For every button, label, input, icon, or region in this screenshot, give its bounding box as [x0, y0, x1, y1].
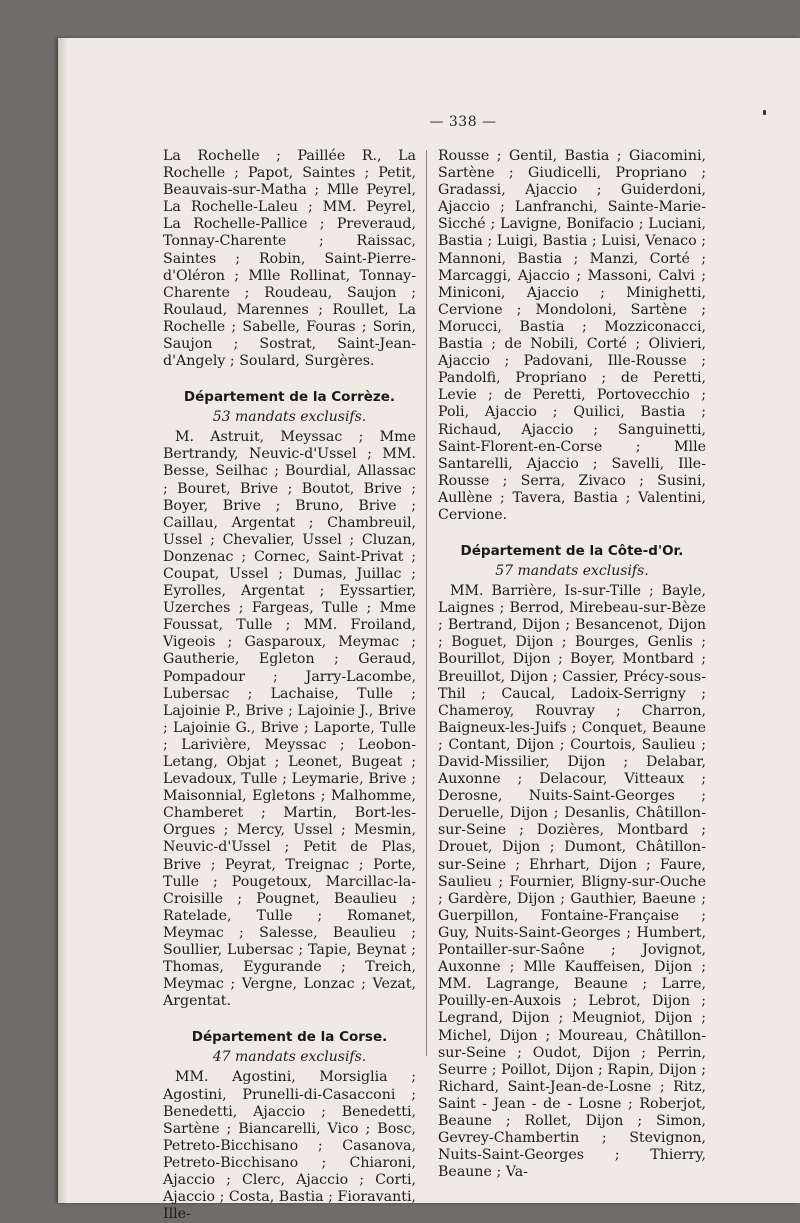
right-column: [438, 148, 706, 1181]
ink-mark: [763, 110, 766, 115]
page-number: — 338 —: [429, 114, 497, 130]
column-divider: [426, 150, 427, 1056]
corse-list: MM. Agostini, Morsiglia ; Agostini, Prunelli-di-Casacconi ; Benedetti, Ajaccio ; Benedetti, Sartène ; Biancarelli, Vico ; Bosc, Petreto-Bicchisano ; Casanova, Petreto-Bicchisano ; Chiaroni, Ajaccio ; Clerc, Ajaccio ; Corti, Ajaccio ; Costa, Bastia ; Fioravanti, Ille-: [163, 1069, 416, 1223]
section-heading-corse: Département de la Corse.: [191, 1029, 388, 1046]
cote-dor-list: MM. Barrière, Is-sur-Tille ; Bayle, Laignes ; Berrod, Mirebeau-sur-Bèze ; Bertrand, Dijon ; Besancenot, Dijon ; Boguet, Dijon ; Bourges, Genlis ; Bourillot, Dijon ; Boyer, Montbard ; Breuillot, Dijon ; Cassier, Précy-sous-Thil ; Caucal, Ladoix-Serrigny ; Chameroy, Rouvray ; Charron, Baigneux-les-Juifs ; Conquet, Beaune ; Contant, Dijon ; Courtois, Saulieu ; David-Missilier, Dijon ; Delabar, Auxonne ; Delacour, Vitteaux ; Derosne, Nuits-Saint-Georges ; Deruelle, Dijon ; Desanlis, Châtillon-sur-Seine ; Dozières, Montbard ; Drouet, Dijon ; Dumont, Châtillon-sur-Seine ; Ehrhart, Dijon ; Faure, Saulieu ; Fournier, Bligny-sur-Ouche ; Gardère, Dijon ; Gauthier, Baeune ; Guerpillon, Fontaine-Française ; Guy, Nuits-Saint-Georges ; Humbert, Pontailler-sur-Saône ; Jovignot, Auxonne ; Mlle Kauffeisen, Dijon ; MM. Lagrange, Beaune ; Larre, Pouilly-en-Auxois ; Lebrot, Dijon ; Legrand, Dijon ; Meugniot, Dijon ; Michel, Dijon ; Moureau, Châtillon-sur-Seine ; Oudot, Dijon ; Perrin, Seurre ; Poillot, Dijon ; Rapin, Dijon ; Richard, Saint-Jean-de-Losne ; Ritz, Saint - Jean - de - Losne ; Roberjot, Beaune ; Rollet, Dijon ; Simon, Gevrey-Chambertin ; Stevignon, Nuits-Saint-Georges ; Thierry, Beaune ; Va-: [438, 583, 706, 1181]
charente-maritime-list-continued: La Rochelle ; Paillée R., La Rochelle ; Papot, Saintes ; Petit, Beauvais-sur-Matha ; Mlle Peyrel, La Rochelle-Laleu ; MM. Peyrel, La Rochelle-Pallice ; Preveraud, Tonnay-Charente ; Raissac, Saintes ; Robin, Saint-Pierre-d'Oléron ; Mlle Rollinat, Tonnay-Charente ; Roudeau, Saujon ; Roulaud, Marennes ; Roullet, La Rochelle ; Sabelle, Fouras ; Sorin, Saujon ; Sostrat, Saint-Jean-d'Angely ; Soulard, Surgères.: [163, 148, 416, 370]
section-subheading-corse: 47 mandats exclusifs.: [212, 1049, 367, 1066]
section-subheading-correze: 53 mandats exclusifs.: [212, 409, 367, 426]
left-column: [163, 148, 416, 1223]
section-subheading-cote-dor: 57 mandats exclusifs.: [495, 563, 649, 580]
section-heading-cote-dor: Département de la Côte-d'Or.: [460, 543, 684, 560]
correze-list: M. Astruit, Meyssac ; Mme Bertrandy, Neuvic-d'Ussel ; MM. Besse, Seilhac ; Bourdial, Allassac ; Bouret, Brive ; Boutot, Brive ; Boyer, Brive ; Bruno, Brive ; Caillau, Argentat ; Chambreuil, Ussel ; Chevalier, Ussel ; Cluzan, Donzenac ; Cornec, Saint-Privat ; Coupat, Ussel ; Dumas, Juillac ; Eyrolles, Argentat ; Eyssartier, Uzerches ; Fargeas, Tulle ; Mme Foussat, Tulle ; MM. Froiland, Vigeois ; Gasparoux, Meymac ; Gautherie, Egleton ; Geraud, Pompadour ; Jarry-Lacombe, Lubersac ; Lachaise, Tulle ; Lajoinie P., Brive ; Lajoinie J., Brive ; Lajoinie G., Brive ; Laporte, Tulle ; Larivière, Meyssac ; Leobon-Letang, Objat ; Leonet, Bugeat ; Levadoux, Tulle ; Leymarie, Brive ; Maisonnial, Egletons ; Malhomme, Chamberet ; Martin, Bort-les-Orgues ; Mercy, Ussel ; Mesmin, Neuvic-d'Ussel ; Petit de Plas, Brive ; Peyrat, Treignac ; Porte, Tulle ; Pougetoux, Marcillac-la-Croisille ; Pougnet, Beaulieu ; Ratelade, Tulle ; Romanet, Meymac ; Salesse, Beaulieu ; Soullier, Lubersac ; Tapie, Beynat ; Thomas, Eygurande ; Treich, Meymac ; Vergne, Lonzac ; Vezat, Argentat.: [163, 429, 416, 1010]
section-heading-correze: Département de la Corrèze.: [183, 389, 396, 406]
corse-list-continued: Rousse ; Gentil, Bastia ; Giacomini, Sartène ; Giudicelli, Propriano ; Gradassi, Ajaccio ; Guiderdoni, Ajaccio ; Lanfranchi, Sainte-Marie-Sicché ; Lavigne, Bonifacio ; Luciani, Bastia ; Luigi, Bastia ; Luisi, Venaco ; Mannoni, Bastia ; Manzi, Corté ; Marcaggi, Ajaccio ; Massoni, Calvi ; Miniconi, Ajaccio ; Minighetti, Cervione ; Mondoloni, Sartène ; Morucci, Bastia ; Mozziconacci, Bastia ; de Nobili, Corté ; Olivieri, Ajaccio ; Padovani, Ille-Rousse ; Pandolfi, Propriano ; de Peretti, Levie ; de Peretti, Portovecchio ; Poli, Ajaccio ; Quilici, Bastia ; Richaud, Ajaccio ; Sanguinetti, Saint-Florent-en-Corse ; Mlle Santarelli, Ajaccio ; Savelli, Ille-Rousse ; Serra, Zivaco ; Susini, Aullène ; Tavera, Bastia ; Valentini, Cervione.: [438, 148, 706, 523]
